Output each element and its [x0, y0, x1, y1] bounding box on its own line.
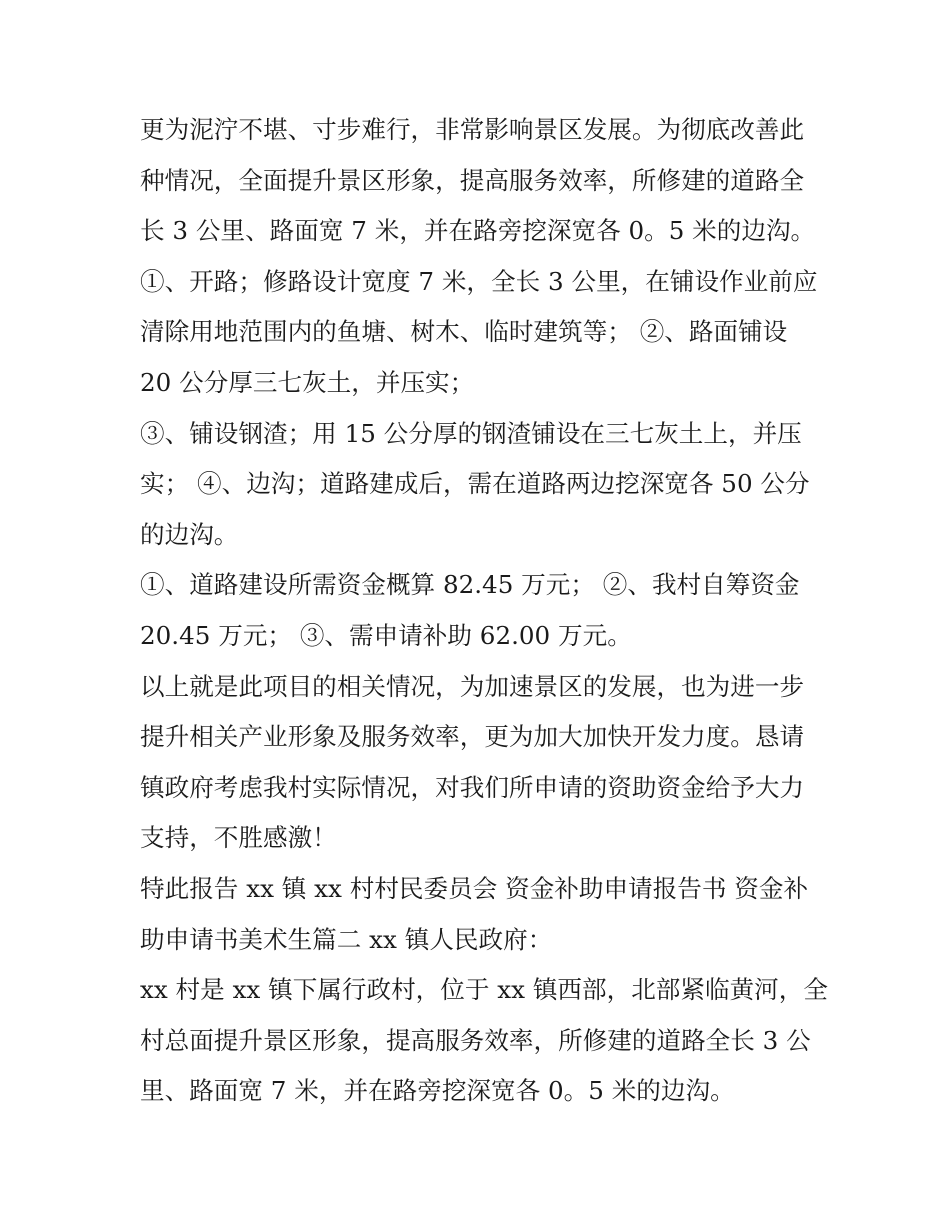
text-line: 的边沟。: [140, 519, 239, 549]
text-line: ③、铺设钢渣；用 15 公分厚的钢渣铺设在三七灰土上，并压: [140, 418, 802, 448]
text-line: ①、道路建设所需资金概算 82.45 万元； ②、我村自筹资金: [140, 570, 800, 600]
text-line: 里、路面宽 7 米，并在路旁挖深宽各 0。5 米的边沟。: [140, 1076, 735, 1106]
text-line: 20.45 万元； ③、需申请补助 62.00 万元。: [140, 620, 632, 650]
text-line: 镇政府考虑我村实际情况，对我们所申请的资助资金给予大力: [140, 772, 805, 802]
text-line: 实； ④、边沟；道路建成后，需在道路两边挖深宽各 50 公分: [140, 469, 810, 499]
text-line: 20 公分厚三七灰土，并压实；: [140, 367, 475, 397]
text-line: 清除用地范围内的鱼塘、树木、临时建筑等； ②、路面铺设: [140, 317, 788, 347]
text-line: 支持，不胜感激！: [140, 823, 337, 853]
text-line: 种情况，全面提升景区形象，提高服务效率，所修建的道路全: [140, 165, 805, 195]
text-line: xx 村是 xx 镇下属行政村，位于 xx 镇西部，北部紧临黄河，全: [140, 975, 828, 1005]
text-line: 村总面提升景区形象，提高服务效率，所修建的道路全长 3 公: [140, 1025, 811, 1055]
text-line: 助申请书美术生篇二 xx 镇人民政府：: [140, 924, 553, 954]
text-line: 长 3 公里、路面宽 7 米，并在路旁挖深宽各 0。5 米的边沟。: [140, 216, 816, 246]
text-line: ①、开路；修路设计宽度 7 米，全长 3 公里，在铺设作业前应: [140, 266, 818, 296]
document-body: [140, 105, 830, 1117]
text-line: 特此报告 xx 镇 xx 村村民委员会 资金补助申请报告书 资金补: [140, 873, 809, 903]
text-line: 提升相关产业形象及服务效率，更为加大加快开发力度。恳请: [140, 722, 805, 752]
text-line: 更为泥泞不堪、寸步难行，非常影响景区发展。为彻底改善此: [140, 115, 805, 144]
text-line: 以上就是此项目的相关情况，为加速景区的发展，也为进一步: [140, 671, 805, 701]
